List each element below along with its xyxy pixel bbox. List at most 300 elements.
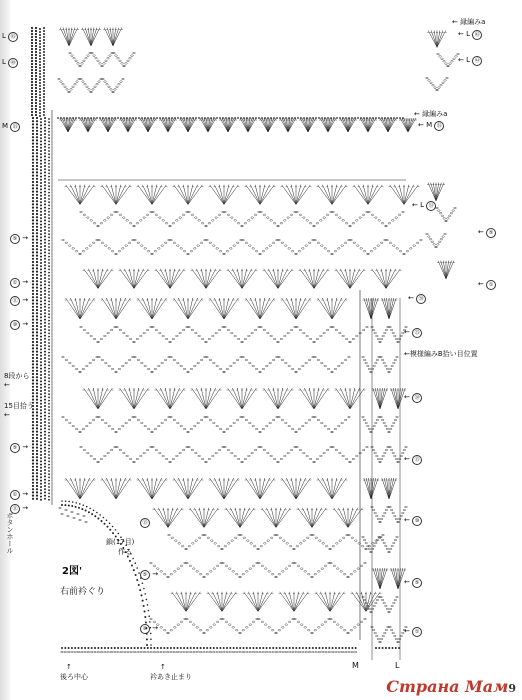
chart-stitch xyxy=(219,250,222,252)
chart-stitch xyxy=(40,192,42,194)
chart-stitch xyxy=(284,220,287,222)
chart-stitch xyxy=(392,452,395,454)
chart-stitch xyxy=(381,539,384,541)
chart-stitch xyxy=(330,618,333,620)
label-l-right-1: ← L ㊺ xyxy=(458,30,482,40)
chart-stitch xyxy=(36,139,38,141)
chart-stitch xyxy=(186,651,189,653)
chart-stitch xyxy=(259,253,262,255)
chart-stitch xyxy=(36,331,38,333)
chart-stitch xyxy=(40,377,42,379)
chart-stitch xyxy=(120,81,123,83)
chart-stitch xyxy=(40,150,42,152)
chart-stitch xyxy=(32,456,34,458)
chart-stitch xyxy=(44,251,46,253)
chart-stitch xyxy=(40,118,42,120)
chart-stitch xyxy=(40,275,42,277)
chart-stitch xyxy=(304,269,314,289)
chart-stitch xyxy=(231,332,234,334)
chart-stitch xyxy=(92,359,95,361)
chart-stitch xyxy=(196,571,199,573)
chart-stitch xyxy=(65,242,68,244)
chart-stitch xyxy=(32,242,34,244)
chart-stitch xyxy=(177,117,179,119)
chart-stitch xyxy=(36,175,38,177)
chart-stitch xyxy=(31,42,33,44)
chart-stitch xyxy=(59,507,62,509)
chart-stitch xyxy=(379,521,382,523)
chart-stitch xyxy=(308,359,311,361)
chart-stitch xyxy=(68,647,70,649)
chart-stitch xyxy=(32,207,34,209)
chart-stitch xyxy=(134,356,137,358)
chart-stitch xyxy=(93,55,96,57)
chart-stitch xyxy=(440,238,443,240)
chart-stitch xyxy=(219,117,221,119)
chart-stitch xyxy=(44,363,46,365)
chart-stitch xyxy=(236,651,239,653)
chart-stitch xyxy=(362,536,365,538)
chart-stitch xyxy=(453,58,456,60)
chart-stitch xyxy=(98,269,108,289)
chart-stitch xyxy=(237,117,239,119)
label-l-mark: L xyxy=(395,661,400,670)
chart-stitch xyxy=(36,485,38,487)
chart-stitch xyxy=(276,647,278,649)
chart-stitch xyxy=(121,63,124,65)
chart-stitch xyxy=(389,242,392,244)
chart-stitch xyxy=(36,213,38,215)
chart-stitch xyxy=(40,409,42,411)
chart-stitch xyxy=(216,621,219,623)
chart-stitch xyxy=(40,201,42,203)
chart-stitch xyxy=(170,629,173,631)
chart-stitch xyxy=(186,562,189,564)
chart-stitch xyxy=(117,117,119,119)
chart-stitch xyxy=(44,159,46,161)
chart-stitch xyxy=(278,416,281,418)
chart-stitch xyxy=(44,136,46,138)
chart-stitch xyxy=(104,81,107,83)
chart-stitch xyxy=(32,370,34,372)
chart-stitch xyxy=(40,384,42,386)
chart-stitch xyxy=(393,568,398,589)
chart-stitch xyxy=(36,379,38,381)
chart-stitch xyxy=(189,117,191,119)
chart-stitch xyxy=(180,248,183,250)
chart-stitch xyxy=(338,248,341,250)
chart-stitch xyxy=(213,117,215,119)
chart-stitch xyxy=(288,651,291,653)
chart-stitch xyxy=(44,255,46,257)
chart-stitch xyxy=(155,214,158,216)
chart-stitch xyxy=(445,220,448,222)
chart-stitch xyxy=(167,647,169,649)
label-row15: 15目拾う ← xyxy=(4,402,34,419)
chart-stitch xyxy=(376,335,379,337)
chart-stitch xyxy=(35,72,37,74)
chart-stitch xyxy=(48,374,50,376)
chart-stitch xyxy=(32,354,34,356)
chart-stitch xyxy=(48,329,50,331)
chart-stitch xyxy=(48,480,50,482)
chart-stitch xyxy=(357,117,359,119)
chart-stitch xyxy=(276,508,286,528)
chart-stitch xyxy=(48,403,50,405)
chart-stitch xyxy=(342,455,345,457)
chart-stitch xyxy=(31,90,33,92)
chart-stitch xyxy=(327,117,329,119)
chart-stitch xyxy=(36,459,38,461)
chart-stitch xyxy=(148,610,150,612)
chart-stitch xyxy=(255,117,257,119)
chart-stitch xyxy=(172,458,175,460)
chart-stitch xyxy=(222,618,225,620)
chart-stitch xyxy=(211,540,214,542)
chart-stitch xyxy=(351,651,354,653)
chart-stitch xyxy=(381,222,384,224)
chart-stitch xyxy=(48,224,50,226)
chart-stitch xyxy=(40,230,42,232)
chart-stitch xyxy=(44,184,46,186)
chart-stitch xyxy=(342,647,344,649)
chart-stitch xyxy=(82,504,84,506)
chart-stitch xyxy=(174,627,177,629)
chart-stitch xyxy=(285,651,288,653)
chart-stitch xyxy=(31,111,33,113)
chart-stitch xyxy=(122,78,125,80)
chart-stitch xyxy=(129,117,131,119)
chart-stitch xyxy=(391,605,394,607)
chart-stitch xyxy=(270,455,273,457)
chart-stitch xyxy=(192,117,194,119)
chart-stitch xyxy=(158,425,161,427)
chart-stitch xyxy=(62,356,65,358)
chart-stitch xyxy=(40,438,42,440)
chart-stitch xyxy=(48,243,50,245)
chart-stitch xyxy=(333,117,335,119)
chart-stitch xyxy=(32,239,34,241)
chart-stitch xyxy=(94,515,96,517)
chart-stitch xyxy=(279,537,282,539)
chart-stitch xyxy=(442,236,445,238)
chart-stitch xyxy=(39,97,41,99)
chart-stitch xyxy=(366,446,369,448)
chart-stitch xyxy=(391,545,394,547)
chart-stitch xyxy=(345,338,348,340)
chart-stitch xyxy=(219,651,222,653)
chart-stitch xyxy=(182,329,185,331)
chart-stitch xyxy=(32,258,34,260)
chart-stitch xyxy=(48,317,50,319)
chart-stitch xyxy=(92,419,95,421)
chart-stitch xyxy=(48,429,50,431)
chart-stitch xyxy=(102,78,105,80)
chart-stitch xyxy=(91,52,94,54)
chart-stitch xyxy=(40,320,42,322)
chart-stitch xyxy=(90,117,92,119)
chart-stitch xyxy=(107,647,109,649)
chart-stitch xyxy=(74,651,77,653)
chart-stitch xyxy=(233,422,236,424)
chart-stitch xyxy=(32,226,34,228)
chart-stitch xyxy=(32,171,34,173)
chart-stitch xyxy=(40,412,42,414)
chart-stitch xyxy=(40,153,42,155)
chart-stitch xyxy=(229,568,232,570)
chart-stitch xyxy=(367,425,370,427)
chart-stitch xyxy=(162,220,165,222)
chart-stitch xyxy=(83,449,86,451)
chart-stitch xyxy=(267,452,270,454)
chart-stitch xyxy=(203,651,206,653)
chart-stitch xyxy=(48,166,50,168)
chart-stitch xyxy=(375,217,378,219)
chart-stitch xyxy=(40,435,42,437)
chart-stitch xyxy=(44,379,46,381)
chart-stitch xyxy=(383,602,386,604)
chart-stitch xyxy=(83,515,86,517)
chart-stitch xyxy=(31,33,33,35)
chart-stitch xyxy=(36,418,38,420)
chart-stitch xyxy=(44,344,46,346)
chart-stitch xyxy=(398,458,401,460)
chart-stitch xyxy=(48,336,50,338)
chart-stitch xyxy=(36,187,38,189)
chart-stitch xyxy=(40,246,42,248)
chart-stitch xyxy=(299,329,302,331)
chart-stitch xyxy=(181,545,184,547)
chart-stitch xyxy=(44,248,46,250)
chart-stitch xyxy=(69,117,71,119)
chart-stitch xyxy=(119,214,122,216)
chart-stitch xyxy=(32,315,34,317)
chart-stitch xyxy=(88,388,98,409)
chart-stitch xyxy=(125,63,128,65)
chart-stitch xyxy=(79,371,82,373)
chart-stitch xyxy=(80,211,83,213)
chart-stitch xyxy=(36,280,38,282)
chart-stitch xyxy=(39,49,41,51)
chart-stitch xyxy=(353,242,356,244)
chart-stitch xyxy=(341,362,344,364)
chart-stitch xyxy=(385,509,388,511)
chart-stitch xyxy=(44,290,46,292)
chart-stitch xyxy=(193,624,196,626)
chart-stitch xyxy=(85,28,91,46)
chart-stitch xyxy=(288,425,291,427)
chart-stitch xyxy=(293,548,296,550)
chart-stitch xyxy=(40,204,42,206)
chart-stitch xyxy=(96,512,98,514)
chart-stitch xyxy=(72,425,75,427)
chart-stitch xyxy=(44,267,46,269)
chart-stitch xyxy=(323,217,326,219)
chart-stitch xyxy=(44,463,46,465)
chart-stitch xyxy=(318,627,321,629)
chart-stitch xyxy=(288,248,291,250)
chart-stitch xyxy=(364,562,367,564)
chart-stitch xyxy=(126,220,129,222)
chart-stitch xyxy=(40,179,42,181)
chart-stitch xyxy=(44,376,46,378)
chart-stitch xyxy=(39,70,41,72)
chart-stitch xyxy=(322,298,332,319)
chart-stitch xyxy=(48,185,50,187)
chart-stitch xyxy=(301,624,304,626)
chart-stitch xyxy=(232,651,235,653)
label-m-left: M ㉟ xyxy=(2,122,20,132)
chart-stitch xyxy=(40,160,42,162)
chart-stitch xyxy=(82,250,85,252)
chart-stitch xyxy=(36,386,38,388)
chart-stitch xyxy=(62,239,65,241)
chart-stitch xyxy=(48,233,50,235)
chart-stitch xyxy=(252,621,255,623)
chart-stitch xyxy=(350,269,360,289)
chart-stitch xyxy=(389,326,392,328)
chart-stitch xyxy=(243,537,246,539)
chart-stitch xyxy=(48,275,50,277)
chart-stitch xyxy=(146,449,149,451)
chart-stitch xyxy=(140,594,142,596)
chart-stitch xyxy=(40,185,42,187)
chart-stitch xyxy=(232,627,235,629)
chart-stitch xyxy=(144,610,146,612)
chart-stitch xyxy=(43,102,45,104)
chart-stitch xyxy=(385,449,388,451)
chart-stitch xyxy=(252,365,255,367)
chart-stitch xyxy=(40,240,42,242)
chart-stitch xyxy=(302,365,305,367)
chart-stitch xyxy=(36,373,38,375)
chart-stitch xyxy=(265,651,268,653)
chart-stitch xyxy=(44,395,46,397)
arrow-back-center: ↑ xyxy=(66,663,72,671)
chart-stitch xyxy=(131,55,134,57)
chart-stitch xyxy=(44,152,46,154)
chart-stitch xyxy=(43,33,45,35)
chart-stitch xyxy=(36,475,38,477)
chart-stitch xyxy=(35,114,37,116)
chart-stitch xyxy=(252,117,254,119)
chart-stitch xyxy=(354,117,356,119)
chart-stitch xyxy=(173,651,176,653)
chart-stitch xyxy=(75,502,77,504)
chart-stitch xyxy=(397,461,400,463)
chart-stitch xyxy=(80,326,83,328)
chart-stitch xyxy=(48,182,50,184)
chart-stitch xyxy=(160,269,170,289)
chart-stitch xyxy=(130,651,133,653)
chart-stitch xyxy=(134,388,144,409)
chart-stitch xyxy=(288,565,291,567)
chart-stitch xyxy=(32,485,34,487)
chart-stitch xyxy=(136,222,139,224)
chart-stitch xyxy=(144,647,146,649)
chart-stitch xyxy=(345,458,348,460)
chart-stitch xyxy=(132,117,134,119)
chart-stitch xyxy=(224,211,227,213)
chart-stitch xyxy=(32,271,34,273)
chart-stitch xyxy=(289,545,292,547)
chart-stitch xyxy=(213,624,216,626)
chart-stitch xyxy=(140,651,143,653)
chart-stitch xyxy=(35,39,37,41)
chart-stitch xyxy=(153,651,156,653)
chart-stitch xyxy=(152,185,162,205)
chart-stitch xyxy=(44,203,46,205)
chart-stitch xyxy=(32,469,34,471)
chart-stitch xyxy=(48,262,50,264)
chart-stitch xyxy=(395,338,398,340)
chart-stitch xyxy=(200,419,203,421)
chart-stitch xyxy=(291,117,293,119)
chart-stitch xyxy=(314,356,317,358)
chart-stitch xyxy=(105,245,108,247)
chart-stitch xyxy=(111,428,114,430)
chart-stitch xyxy=(78,647,80,649)
chart-stitch xyxy=(193,568,196,570)
chart-stitch xyxy=(240,534,243,536)
chart-stitch xyxy=(253,545,256,547)
chart-stitch xyxy=(377,338,380,340)
chart-stitch xyxy=(32,280,34,282)
chart-stitch xyxy=(35,45,37,47)
chart-stitch xyxy=(266,365,269,367)
chart-stitch xyxy=(48,477,50,479)
chart-stitch xyxy=(36,306,38,308)
chart-stitch xyxy=(40,403,42,405)
chart-stitch xyxy=(363,250,366,252)
chart-stitch xyxy=(203,647,205,649)
chart-stitch xyxy=(444,80,447,82)
chart-stitch xyxy=(169,225,172,227)
chart-stitch xyxy=(35,87,37,89)
chart-stitch xyxy=(390,629,393,631)
chart-stitch xyxy=(285,568,288,570)
chart-stitch xyxy=(291,428,294,430)
chart-stitch xyxy=(252,565,255,567)
chart-stitch xyxy=(119,449,122,451)
chart-stitch xyxy=(48,227,50,229)
chart-stitch xyxy=(102,117,104,119)
chart-stitch xyxy=(306,220,309,222)
chart-stitch xyxy=(36,402,38,404)
chart-stitch xyxy=(426,233,429,235)
chart-stitch xyxy=(250,543,253,545)
chart-stitch xyxy=(332,298,342,319)
chart-stitch xyxy=(178,543,181,545)
chart-stitch xyxy=(36,440,38,442)
chart-stitch xyxy=(44,402,46,404)
chart-stitch xyxy=(398,518,401,520)
chart-stitch xyxy=(40,460,42,462)
chart-stitch xyxy=(36,162,38,164)
chart-stitch xyxy=(32,386,34,388)
chart-stitch xyxy=(32,264,34,266)
chart-stitch xyxy=(200,242,203,244)
chart-stitch xyxy=(436,183,441,201)
chart-stitch xyxy=(384,512,387,514)
chart-stitch xyxy=(279,651,282,653)
chart-stitch xyxy=(48,195,50,197)
chart-stitch xyxy=(179,217,182,219)
chart-stitch xyxy=(354,571,357,573)
chart-stitch xyxy=(266,425,269,427)
chart-stitch xyxy=(144,593,146,595)
chart-stitch xyxy=(351,647,353,649)
